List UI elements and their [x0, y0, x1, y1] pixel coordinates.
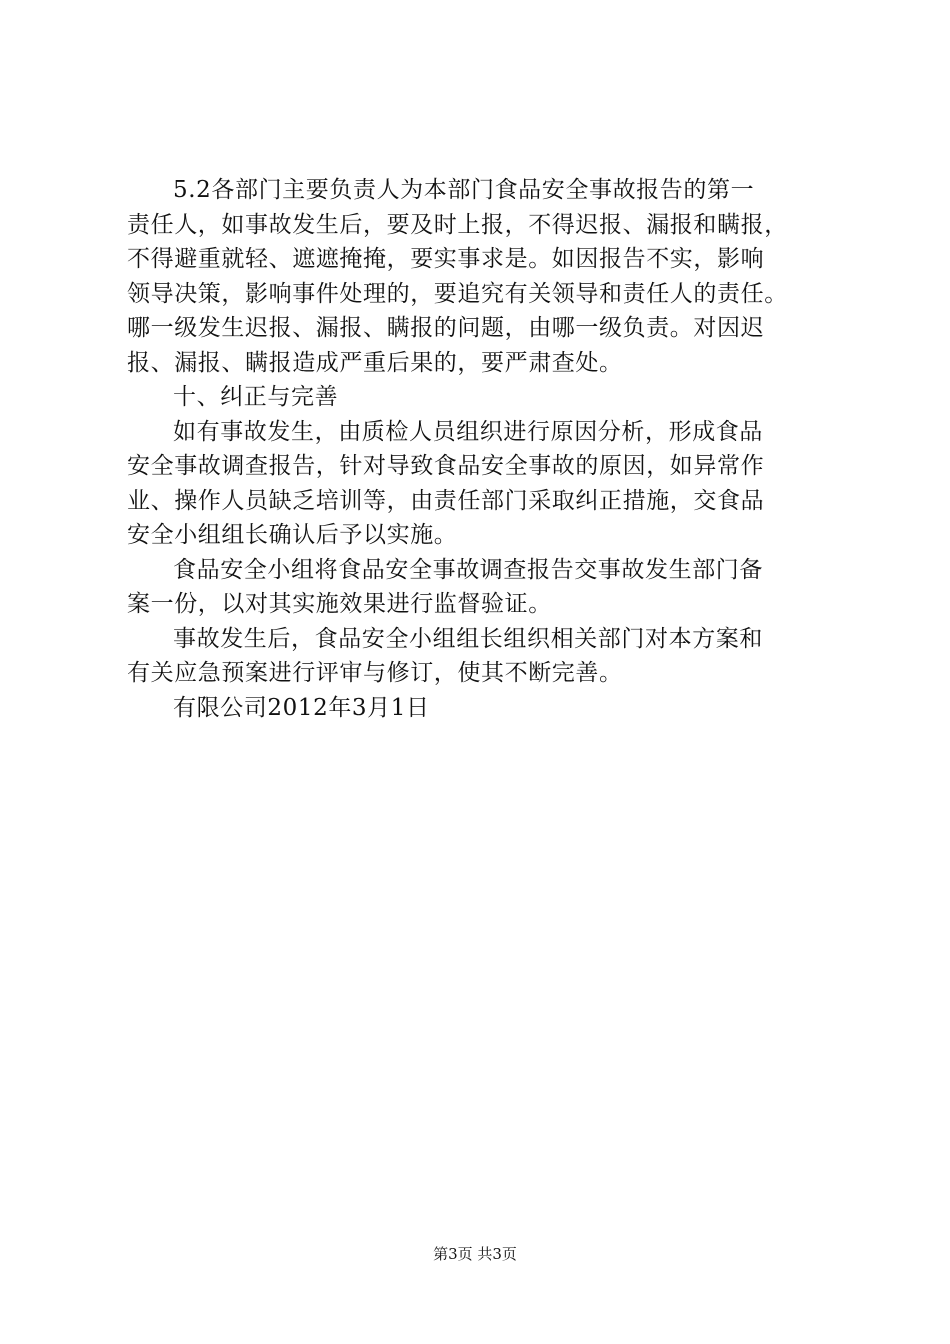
- paragraph-line: 业、操作人员缺乏培训等，由责任部门采取纠正措施，交食品: [127, 487, 765, 514]
- paragraph-line: 5.2各部门主要负责人为本部门食品安全事故报告的第一: [173, 177, 755, 203]
- paragraph-line: 食品安全小组将食品安全事故调查报告交事故发生部门备: [173, 556, 763, 583]
- section-heading: 十、纠正与完善: [173, 384, 339, 410]
- paragraph-line: 事故发生后，食品安全小组组长组织相关部门对本方案和: [173, 625, 763, 652]
- page-number-footer: 第3页 共3页: [433, 1245, 517, 1263]
- paragraph-line: 哪一级发生迟报、漏报、瞒报的问题，由哪一级负责。对因迟: [127, 315, 765, 341]
- paragraph-line: 安全事故调查报告，针对导致食品安全事故的原因，如异常作: [127, 453, 765, 479]
- paragraph-line: 安全小组组长确认后予以实施。: [127, 522, 458, 548]
- paragraph-line: 案一份，以对其实施效果进行监督验证。: [127, 591, 552, 617]
- paragraph-line: 有关应急预案进行评审与修订，使其不断完善。: [127, 660, 623, 686]
- signature-date-line: 有限公司2012年3月1日: [173, 694, 430, 721]
- paragraph-line: 如有事故发生，由质检人员组织进行原因分析，形成食品: [173, 418, 763, 445]
- paragraph-line: 领导决策，影响事件处理的，要追究有关领导和责任人的责任。: [127, 280, 788, 307]
- paragraph-line: 不得避重就轻、遮遮掩掩，要实事求是。如因报告不实，影响: [127, 246, 765, 272]
- paragraph-line: 报、漏报、瞒报造成严重后果的，要严肃查处。: [127, 349, 623, 376]
- document-body: [127, 173, 839, 725]
- paragraph-line: 责任人，如事故发生后，要及时上报，不得迟报、漏报和瞒报，: [127, 211, 788, 238]
